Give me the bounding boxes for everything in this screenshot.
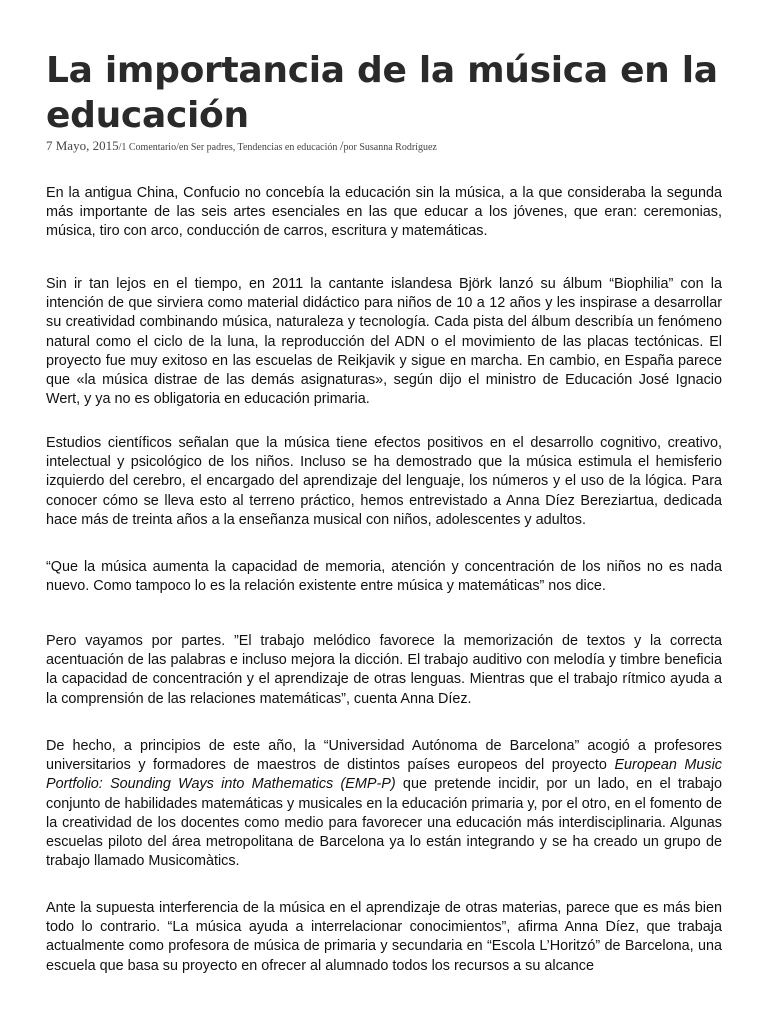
author-link[interactable]: por Susanna Rodríguez <box>343 142 437 153</box>
categories-link[interactable]: en Ser padres, Tendencias en educación <box>178 142 340 153</box>
paragraph-text: que pretende incidir, por un lado, en el trabajo conjunto de habilidades matemáticas y musicales en la educación primaria y, por el otro, en el fomento de la creatividad de los docentes como medio para favorecer una educación más interdisciplinaria. Algunas escuelas piloto del área metropolitana de Barcelona ya lo están integrando y se ha creado un grupo de trabajo llamado Musicomàtics. <box>46 776 722 870</box>
meta-separator: / <box>339 138 344 153</box>
publish-date: 7 Mayo, 2015 <box>46 138 119 153</box>
paragraph <box>46 737 722 871</box>
paragraph-text: De hecho, a principios de este año, la “Universidad Autónoma de Barcelona” acogió a profesores universitarios y formadores de maestros de distintos países europeos del proyecto <box>46 738 722 774</box>
paragraph: En la antigua China, Confucio no concebía la educación sin la música, a la que consideraba la segunda más importante de las seis artes esenciales en las que educar a los jóvenes, que eran: ceremonias, música, tiro con arco, conducción de carros, escritura y matemáticas. <box>46 185 722 240</box>
paragraph: Estudios científicos señalan que la música tiene efectos positivos en el desarrollo cognitivo, creativo, intelectual y psicológico de los niños. Incluso se ha demostrado que la música estimula el hemisferio izquierdo del cerebro, el encargado del aprendizaje del lenguaje, los números y el uso de la lógica. Para conocer cómo se lleva esto al terreno práctico, hemos entrevistado a Anna Díez Bereziartua, dedicada hace más de treinta años a la enseñanza musical con niños, adolescentes y adultos. <box>46 435 722 528</box>
article-title: La importancia de la música en la educación <box>46 50 718 136</box>
meta-separator: / <box>176 142 179 153</box>
paragraph: Ante la supuesta interferencia de la música en el aprendizaje de otras materias, parece que es más bien todo lo contrario. “La música ayuda a interrelacionar conocimientos”, afirma Anna Díez, que trabaja actualmente como profesora de música de primaria y secundaria en “Escola L’Horitzó” de Barcelona, una escuela que basa su proyecto en ofrecer al alumnado todos los recursos a su alcance <box>46 900 722 974</box>
paragraph: Pero vayamos por partes. ”El trabajo melódico favorece la memorización de textos y la correcta acentuación de las palabras e incluso mejora la dicción. El trabajo auditivo con melodía y timbre beneficia la capacidad de concentración y el aprendizaje de otras lenguas. Mientras que el trabajo rítmico ayuda a la comprensión de las relaciones matemáticas”, cuenta Anna Díez. <box>46 633 722 707</box>
project-name: European Music Portfolio: Sounding Ways into Mathematics (EMP-P) <box>46 757 722 793</box>
paragraph: Sin ir tan lejos en el tiempo, en 2011 la cantante islandesa Björk lanzó su álbum “Biophilia” con la intención de que sirviera como material didáctico para niños de 10 a 12 años y les inspirase a desarrollar su creatividad combinando música, naturaleza y tecnología. Cada pista del álbum describía un fenómeno natural como el ciclo de la luna, la reproducción del ADN o el movimiento de las placas tectónicas. El proyecto fue muy exitoso en las escuelas de Reikjavik y sigue en marcha. En cambio, en España parece que «la música distrae de las demás asignaturas», según dijo el ministro de Educación José Ignacio Wert, y ya no es obligatoria en educación primaria. <box>46 276 722 408</box>
article <box>46 48 722 974</box>
paragraph: “Que la música aumenta la capacidad de memoria, atención y concentración de los niños no es nada nuevo. Como tampoco lo es la relación existente entre música y matemáticas” nos dice. <box>46 559 722 595</box>
comments-link[interactable]: 1 Comentario <box>121 142 177 153</box>
meta-separator: / <box>118 142 122 153</box>
article-meta <box>46 138 722 156</box>
